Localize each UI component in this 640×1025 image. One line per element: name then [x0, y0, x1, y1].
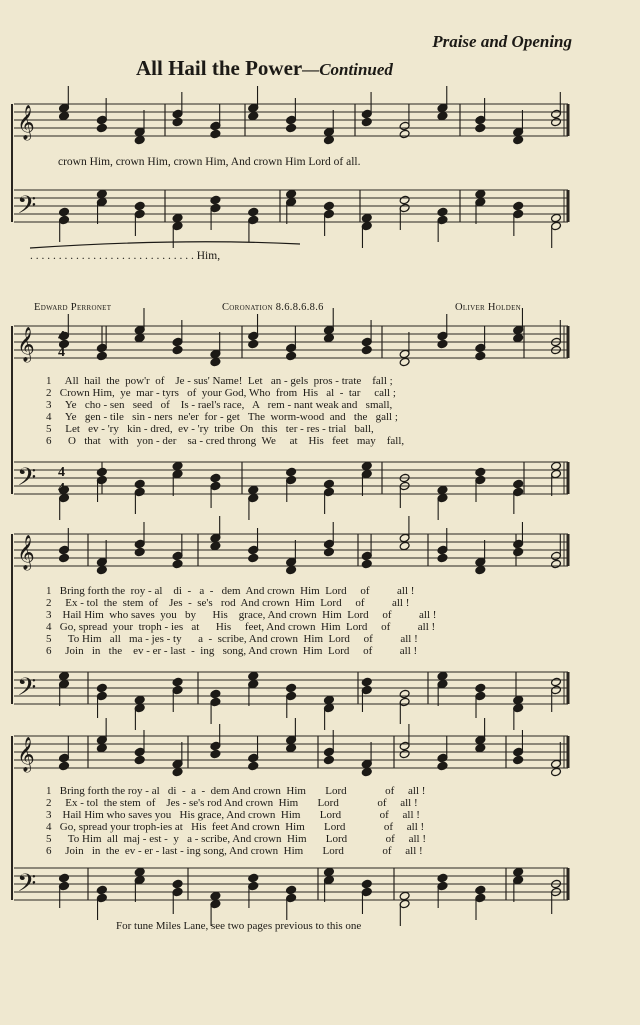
note-head	[475, 743, 486, 753]
note-head	[210, 473, 221, 483]
note-head	[323, 755, 334, 765]
note-head	[323, 333, 334, 343]
note-head	[96, 351, 107, 361]
verse-line: 2 Ex - tol the stem of Jes - se's rod And crown Him Lord of all !	[46, 797, 418, 809]
note-head	[513, 755, 524, 765]
verse-line: 3 Hail Him who saves you His grace, And crown Him Lord of all !	[46, 809, 420, 821]
note-head	[286, 885, 297, 895]
note-head	[513, 201, 524, 211]
treble-clef: 𝄞	[17, 327, 35, 362]
note-head	[286, 743, 297, 753]
note-head	[323, 695, 334, 705]
time-signature-top: 4	[58, 465, 65, 480]
note-head	[551, 559, 562, 569]
bass-clef: 𝄢	[17, 673, 37, 708]
verse-line: 4 Go, spread your troph - ies at His feet, And crown Him Lord of all !	[46, 621, 436, 633]
note-head	[96, 123, 107, 133]
note-head	[96, 683, 107, 693]
note-head	[59, 671, 70, 681]
author-credit: Edward Perronet	[34, 302, 112, 313]
bass-clef: 𝄢	[17, 191, 37, 226]
note-head	[513, 135, 524, 145]
note-head	[96, 743, 107, 753]
note-head	[361, 767, 372, 777]
treble-clef: 𝄞	[17, 535, 35, 570]
time-signature-bottom: 4	[58, 481, 65, 496]
note-head	[437, 553, 448, 563]
note-head	[551, 117, 562, 127]
note-head	[361, 345, 372, 355]
time-signature-top: 4	[58, 329, 65, 344]
note-head	[248, 873, 259, 883]
slur	[30, 242, 300, 248]
treble-clef: 𝄞	[17, 737, 35, 772]
note-head	[286, 189, 297, 199]
note-head	[134, 333, 145, 343]
note-head	[475, 351, 486, 361]
note-head	[551, 461, 562, 471]
verse-line: 1 All hail the pow'r of Je - sus' Name! Let an - gels pros - trate fall ;	[46, 375, 393, 387]
note-head	[437, 873, 448, 883]
note-head	[437, 485, 448, 495]
note-head	[475, 467, 486, 477]
footnote: For tune Miles Lane, see two pages previous to this one	[116, 920, 362, 932]
note-head	[172, 559, 183, 569]
note-head	[59, 207, 70, 217]
note-head	[210, 357, 221, 367]
note-head	[399, 891, 410, 901]
note-head	[248, 485, 259, 495]
note-head	[437, 671, 448, 681]
note-head	[210, 891, 221, 901]
note-head	[96, 189, 107, 199]
note-head	[551, 213, 562, 223]
note-head	[323, 479, 334, 489]
note-head	[96, 885, 107, 895]
note-head	[96, 467, 107, 477]
note-head	[437, 339, 448, 349]
note-head	[172, 213, 183, 223]
note-head	[134, 755, 145, 765]
note-head	[134, 547, 145, 557]
verse-line: 1 Bring forth the roy - al di - a - dem And crown Him Lord of all !	[46, 785, 426, 797]
note-head	[361, 677, 372, 687]
note-head	[513, 695, 524, 705]
note-head	[248, 671, 259, 681]
note-head	[399, 129, 410, 139]
verse-line: 5 To Him all maj - est - y a - scribe, And crown Him Lord of all !	[46, 833, 426, 845]
note-head	[513, 867, 524, 877]
note-head	[248, 761, 259, 771]
note-head	[172, 677, 183, 687]
note-head	[286, 123, 297, 133]
note-head	[134, 201, 145, 211]
treble-clef: 𝄞	[17, 105, 35, 140]
verse-line: 6 Join in the ev - er - last - ing song, And crown Him Lord of all !	[46, 645, 418, 657]
note-head	[59, 873, 70, 883]
note-head	[437, 761, 448, 771]
note-head	[59, 553, 70, 563]
note-head	[437, 111, 448, 121]
note-head	[513, 547, 524, 557]
note-head	[475, 683, 486, 693]
verse-line: 2 Ex - tol the stem of Jes - se's rod And crown Him Lord of all !	[46, 597, 410, 609]
note-head	[134, 867, 145, 877]
section-label: Praise and Opening	[432, 32, 572, 51]
note-head	[513, 333, 524, 343]
note-head	[361, 461, 372, 471]
continued-treble-lyric: crown Him, crown Him, crown Him, And crown Him Lord of all.	[58, 156, 361, 168]
note-head	[248, 553, 259, 563]
verse-line: 6 O that with yon - der sa - cred throng We at His feet may fall,	[46, 435, 405, 447]
hymn-title-text: All Hail the Power	[136, 56, 303, 80]
note-head	[323, 547, 334, 557]
note-head	[399, 689, 410, 699]
note-head	[172, 767, 183, 777]
note-head	[399, 541, 410, 551]
continued-bass-lyric: . . . . . . . . . . . . . . . . . . . . . . . . . . . . . Him,	[30, 250, 221, 262]
note-head	[248, 339, 259, 349]
note-head	[323, 135, 334, 145]
verse-line: 5 To Him all ma - jes - ty a - scribe, And crown Him Lord of all !	[46, 633, 418, 645]
verse-line: 4 Ye gen - tile sin - ners ne'er for - get The worm-wood and the gall ;	[46, 411, 398, 423]
note-head	[210, 195, 221, 205]
note-head	[134, 135, 145, 145]
note-head	[551, 767, 562, 777]
note-head	[172, 879, 183, 889]
note-head	[399, 749, 410, 759]
note-head	[475, 123, 486, 133]
note-head	[323, 867, 334, 877]
bass-clef: 𝄢	[17, 463, 37, 498]
note-head	[172, 345, 183, 355]
note-head	[551, 677, 562, 687]
note-head	[323, 201, 334, 211]
note-head	[248, 207, 259, 217]
verse-line: 3 Ye cho - sen seed of Is - rael's race, A rem - nant weak and small,	[46, 399, 393, 411]
note-head	[475, 885, 486, 895]
note-head	[210, 541, 221, 551]
tune-credit: Coronation 8.6.8.6.8.6	[222, 302, 324, 313]
note-head	[361, 559, 372, 569]
verse-line: 4 Go, spread your troph-ies at His feet And crown Him Lord of all !	[46, 821, 425, 833]
note-head	[361, 117, 372, 127]
note-head	[210, 749, 221, 759]
note-head	[286, 351, 297, 361]
note-head	[134, 479, 145, 489]
note-head	[96, 565, 107, 575]
note-head	[248, 111, 259, 121]
note-head	[475, 565, 486, 575]
note-head	[475, 189, 486, 199]
note-head	[59, 761, 70, 771]
note-head	[210, 129, 221, 139]
note-head	[399, 195, 410, 205]
bass-clef: 𝄢	[17, 869, 37, 904]
composer-credit: Oliver Holden	[455, 302, 522, 313]
note-head	[513, 479, 524, 489]
verse-line: 3 Hail Him who saves you by His grace, And crown Him Lord of all !	[46, 609, 437, 621]
note-head	[172, 117, 183, 127]
verse-line: 6 Join in the ev - er - last - ing song, And crown Him Lord of all !	[46, 845, 423, 857]
note-head	[286, 467, 297, 477]
note-head	[399, 357, 410, 367]
verse-line: 1 Bring forth the roy - al di - a - dem And crown Him Lord of all !	[46, 585, 415, 597]
note-head	[59, 111, 70, 121]
verse-line: 5 Let ev - 'ry kin - dred, ev - 'ry tribe On this ter - res - trial ball,	[46, 423, 374, 435]
hymn-title-suffix: —Continued	[302, 60, 393, 79]
note-head	[172, 461, 183, 471]
note-head	[361, 213, 372, 223]
note-head	[210, 689, 221, 699]
note-head	[437, 207, 448, 217]
time-signature-bottom: 4	[58, 345, 65, 360]
note-head	[134, 695, 145, 705]
note-head	[286, 565, 297, 575]
note-head	[361, 879, 372, 889]
verse-line: 2 Crown Him, ye mar - tyrs of your God, Who from His al - tar call ;	[46, 387, 396, 399]
note-head	[286, 683, 297, 693]
